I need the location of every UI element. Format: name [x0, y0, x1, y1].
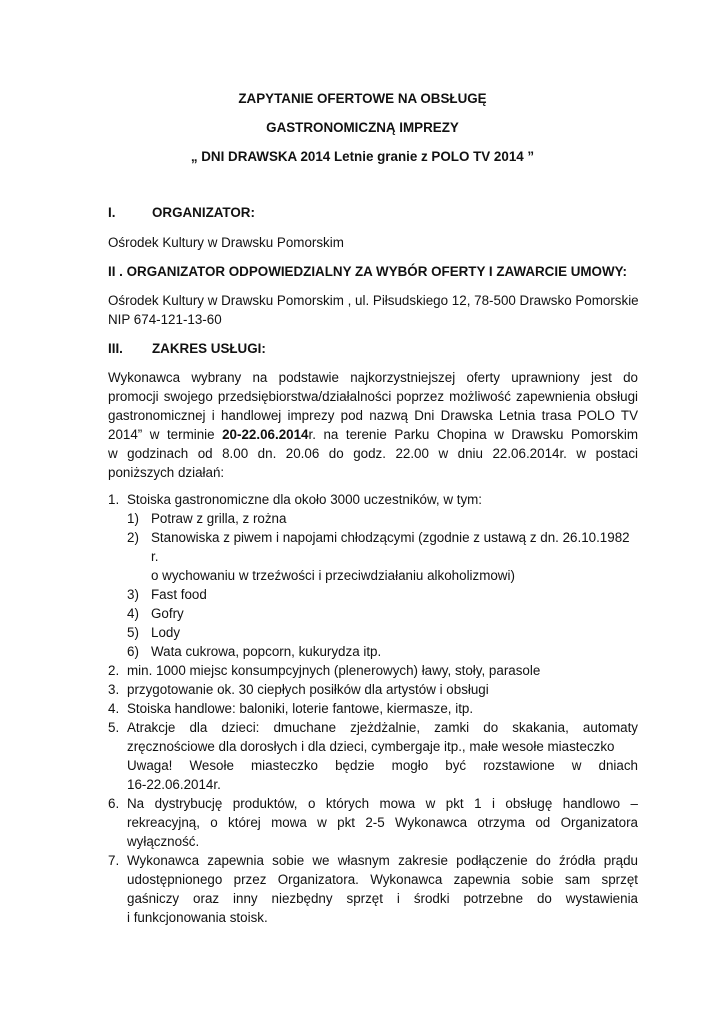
list-item-text: zręcznościowe dla dorosłych i dla dzieci, cymbergaje itp., małe wesołe miasteczko [127, 739, 615, 754]
list-item [108, 851, 638, 927]
document-title-line-3: „ DNI DRAWSKA 2014 Letnie granie z POLO TV 2014 ” [190, 149, 535, 164]
list-item [108, 680, 638, 699]
section-1-text: Ośrodek Kultury w Drawsku Pomorskim [108, 235, 344, 250]
list-item-text: udostępnionego przez Organizatora. Wykonawca zapewnia sobie sam sprzęt [127, 872, 638, 887]
section-3-number: III. [108, 341, 123, 356]
sub-list-number: 1) [127, 511, 139, 526]
sub-list-number: 6) [127, 644, 139, 659]
sub-list-text: Potraw z grilla, z rożna [151, 511, 287, 526]
paragraph-text: 2014” w terminie [108, 427, 223, 442]
section-1-heading [108, 203, 638, 222]
list-item [108, 699, 638, 718]
sub-list-item [127, 642, 638, 661]
list-number: 7. [108, 853, 120, 868]
services-list [108, 490, 638, 927]
list-item-text: Atrakcje dla dzieci: dmuchane zjeżdżalnie, zamki do skakania, automaty [127, 720, 638, 735]
list-item-text: gaśniczy oraz inny niezbędny sprzęt i środki potrzebne do wystawienia [127, 891, 638, 906]
sub-list-item [127, 604, 638, 623]
list-number: 3. [108, 682, 120, 697]
list-item-text: Uwaga! Wesołe miasteczko będzie mogło być rozstawione w dniach [127, 758, 638, 773]
document-title-line-2: GASTRONOMICZNĄ IMPREZY [266, 120, 459, 135]
sub-list-item [127, 585, 638, 604]
sub-list-number: 4) [127, 606, 139, 621]
section-2-address: Ośrodek Kultury w Drawsku Pomorskim , ul. Piłsudskiego 12, 78-500 Drawsko Pomorskie [108, 293, 639, 308]
sub-list-text: Lody [151, 625, 181, 640]
sub-list-number: 3) [127, 587, 139, 602]
list-item-text: rekreacyjną, o której mowa w pkt 2-5 Wykonawca otrzyma od Organizatora [127, 815, 638, 830]
paragraph-text: r. na terenie Parku Chopina w Drawsku Pomorskim [308, 427, 638, 442]
section-2-heading: II . ORGANIZATOR ODPOWIEDZIALNY ZA WYBÓR OFERTY I ZAWARCIE UMOWY: [108, 264, 628, 279]
list-item-text: i funkcjonowania stoisk. [127, 910, 268, 925]
list-item [108, 794, 638, 851]
sub-list-item [127, 509, 638, 528]
paragraph-line [108, 425, 638, 444]
sub-list-text: Fast food [151, 587, 207, 602]
section-1-number: I. [108, 205, 116, 220]
sub-list-text: Wata cukrowa, popcorn, kukurydza itp. [151, 644, 382, 659]
list-item-text: 16-22.06.2014r. [127, 777, 221, 792]
paragraph-line: promocji swojego przedsiębiorstwa/działalności poprzez możliwość zapewnienia obsługi [108, 389, 638, 404]
sub-list-item [127, 623, 638, 642]
sub-list-text: o wychowaniu w trzeźwości i przeciwdziałaniu alkoholizmowi) [151, 568, 515, 583]
list-item [108, 490, 638, 661]
list-item-text: min. 1000 miejsc konsumpcyjnych (plenerowych) ławy, stoły, parasole [127, 663, 541, 678]
section-3-title: ZAKRES USŁUGI: [152, 341, 266, 356]
paragraph-line: poniższych działań: [108, 465, 225, 480]
paragraph-line: Wykonawca wybrany na podstawie najkorzystniejszej oferty uprawniony jest do [108, 370, 638, 385]
sub-list-text: Stanowiska z piwem i napojami chłodzącymi (zgodnie z ustawą z dn. 26.10.1982 r. [151, 530, 630, 564]
list-item-text: Stoiska gastronomiczne dla około 3000 uczestników, w tym: [127, 492, 483, 507]
list-item-text: Na dystrybucję produktów, o których mowa w pkt 1 i obsługę handlowo – [127, 796, 638, 811]
list-item-text: wyłączność. [127, 834, 200, 849]
list-number: 6. [108, 796, 120, 811]
section-3-heading [108, 339, 638, 358]
document-title-line-1: ZAPYTANIE OFERTOWE NA OBSŁUGĘ [238, 91, 487, 106]
sub-list-number: 2) [127, 530, 139, 545]
list-item-text: przygotowanie ok. 30 ciepłych posiłków dla artystów i obsługi [127, 682, 489, 697]
sub-list-text: Gofry [151, 606, 184, 621]
list-number: 2. [108, 663, 120, 678]
sub-list-item [127, 528, 638, 585]
list-item-text: Stoiska handlowe: baloniki, loterie fantowe, kiermasze, itp. [127, 701, 474, 716]
section-2-nip: NIP 674-121-13-60 [108, 312, 222, 327]
section-3-paragraph [108, 368, 638, 482]
event-dates: 20-22.06.2014 [222, 427, 309, 442]
list-item [108, 718, 638, 794]
list-number: 1. [108, 492, 120, 507]
paragraph-line: w godzinach od 8.00 dn. 20.06 do godz. 22.00 w dniu 22.06.2014r. w postaci [108, 446, 638, 461]
list-number: 5. [108, 720, 120, 735]
list-number: 4. [108, 701, 120, 716]
paragraph-line: gastronomicznej i handlowej imprezy pod nazwą Dni Drawska Letnia trasa POLO TV [108, 408, 638, 423]
section-1-title: ORGANIZATOR: [152, 205, 255, 220]
list-item [108, 661, 638, 680]
list-item-text: Wykonawca zapewnia sobie we własnym zakresie podłączenie do źródła prądu [127, 853, 638, 868]
sub-list-number: 5) [127, 625, 139, 640]
